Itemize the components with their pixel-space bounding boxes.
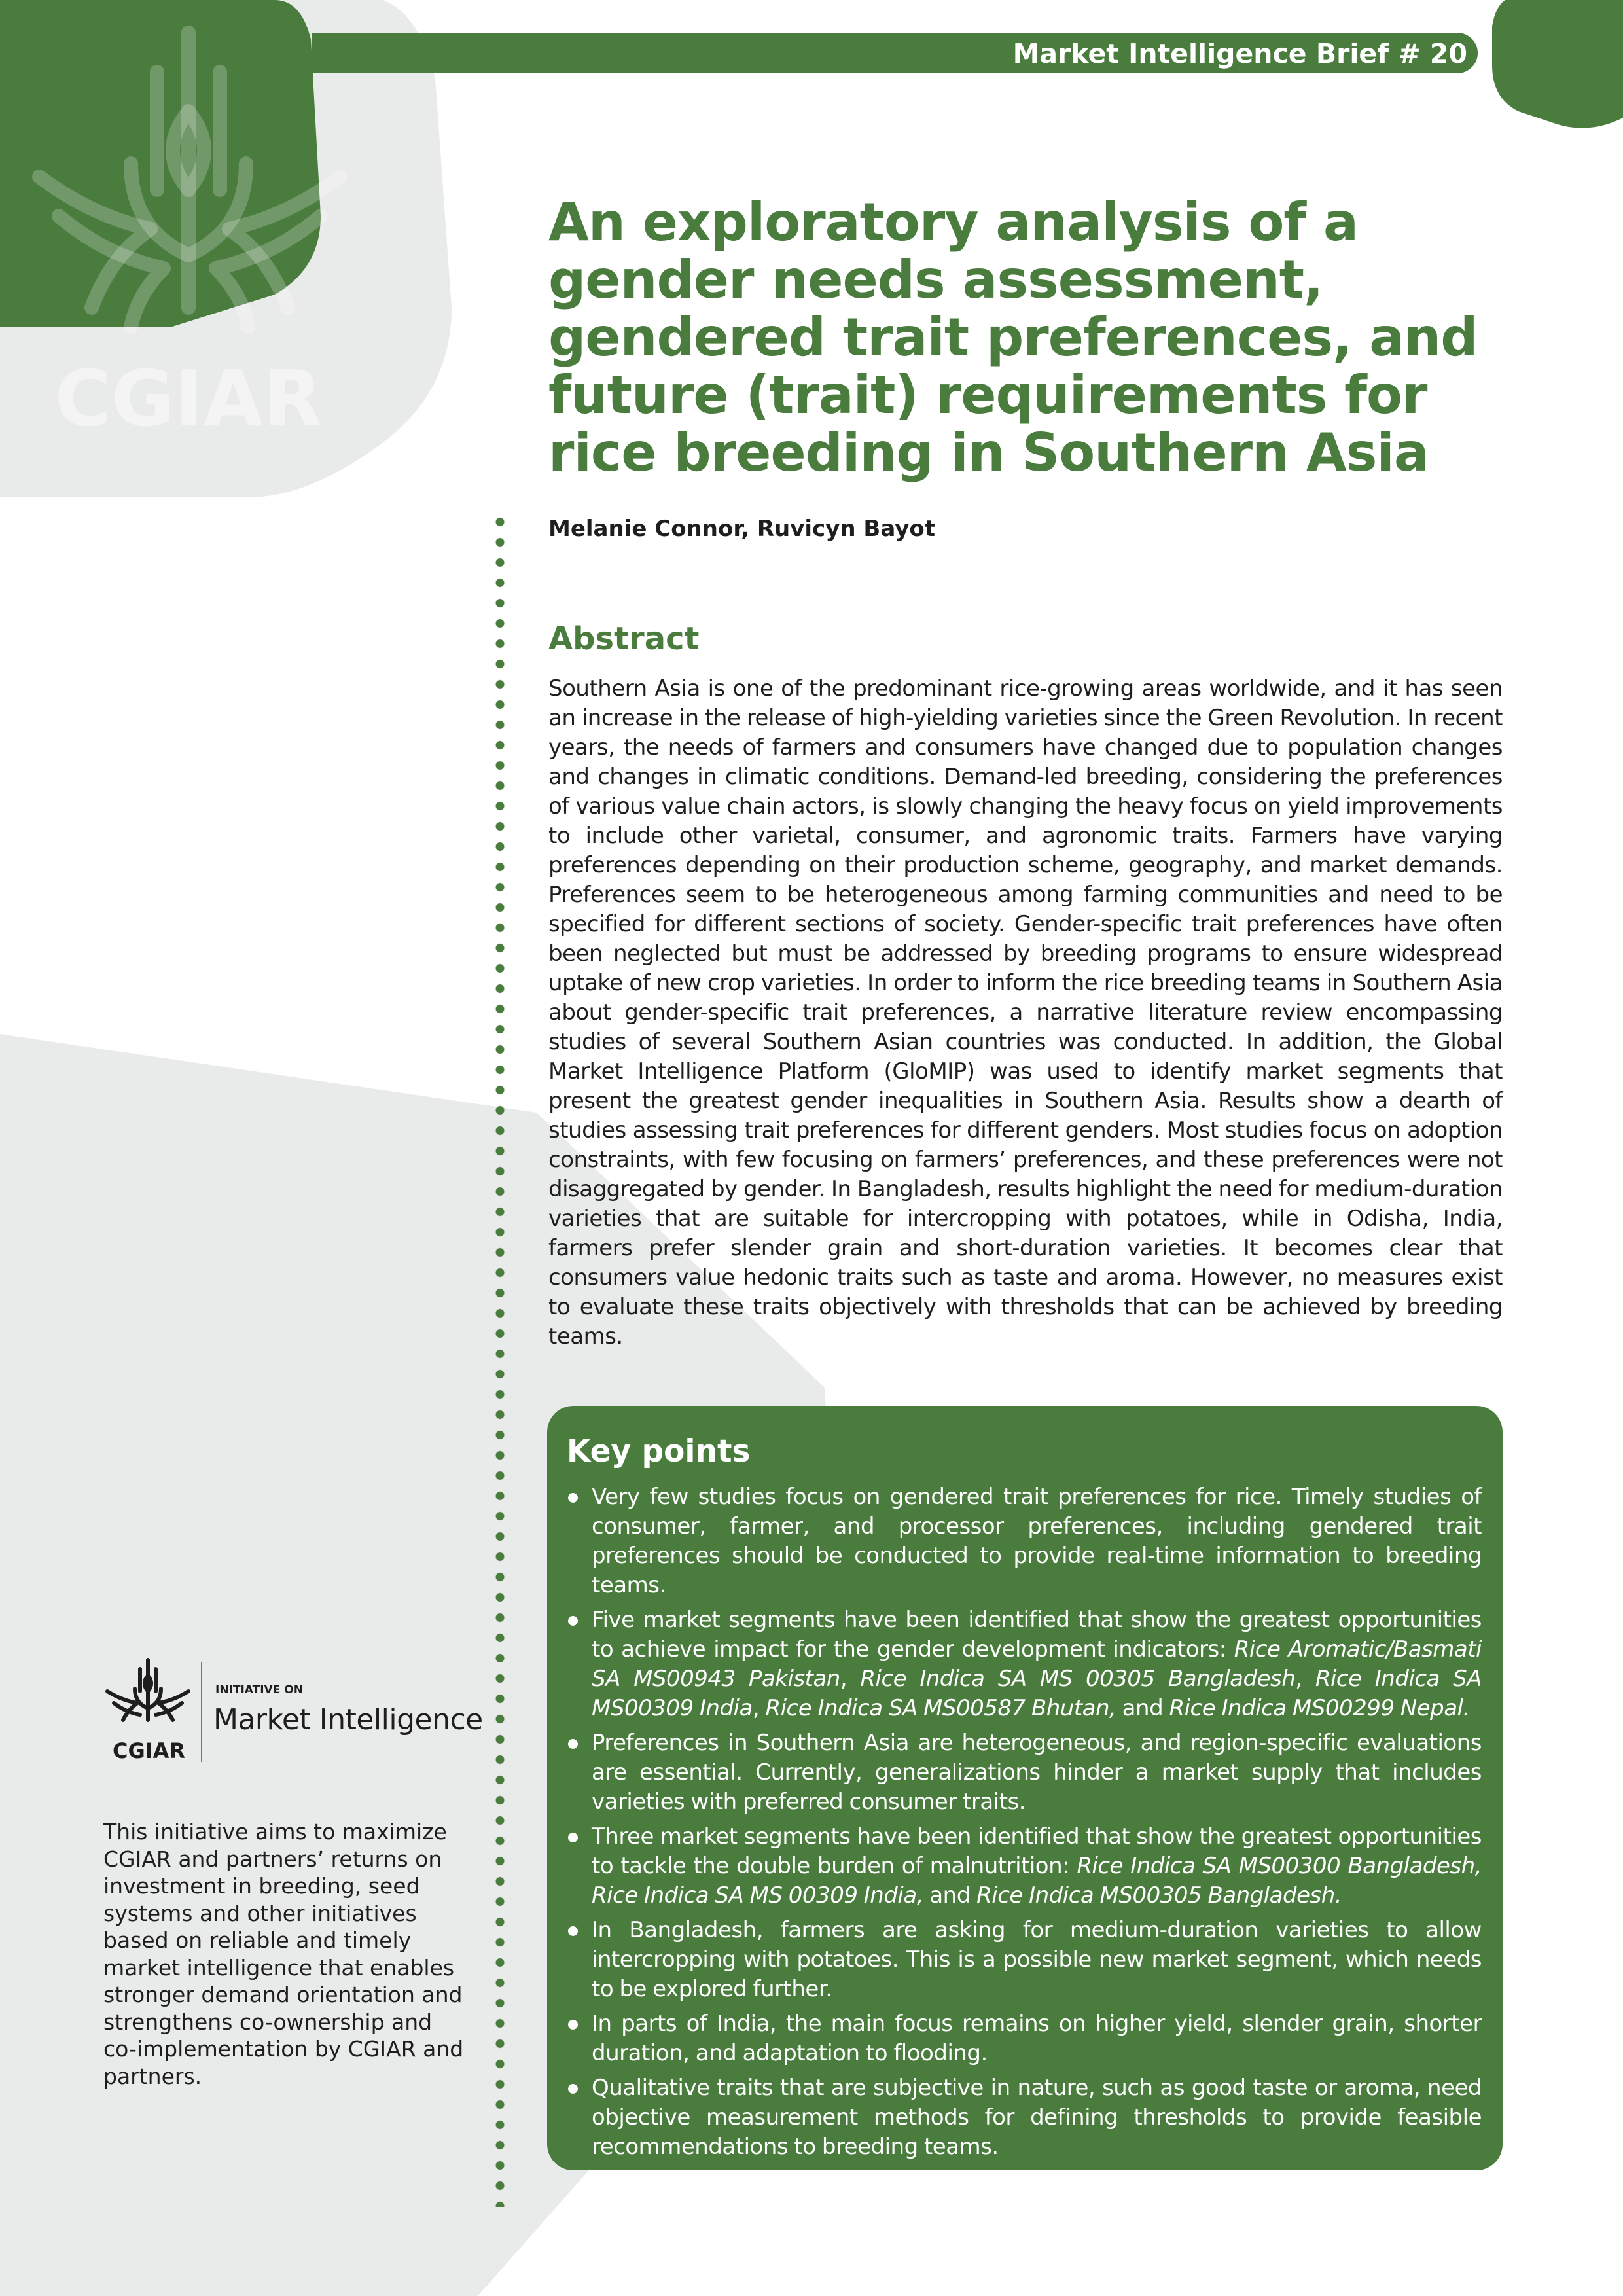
key-point-text: , <box>840 1666 861 1692</box>
key-point-text: Three market segments have been identified that show the greatest opportunities to tackle the double burden of malnutrition: <box>592 1823 1482 1879</box>
brief-number: Market Intelligence Brief # 20 <box>1012 38 1467 69</box>
document-title: An exploratory analysis of a gender needs assessment, gendered trait preferences, and future (trait) requirements for rice breeding in Southern Asia <box>548 192 1478 483</box>
abstract-text: Southern Asia is one of the predominant rice-growing areas worldwide, and it has seen an increase in the release of high-yielding varieties since the Green Revolution. In recent years, the needs of farmers and consumers have changed due to population changes and changes in climatic conditions. Demand-led breeding, considering the preferences of various value chain actors, is slowly changing the heavy focus on yield improvements to include other varietal, consumer, and agronomic traits. Farmers have varying preferences depending on their production scheme, geography, and market demands. Preferences seem to be heterogeneous among farming communities and need to be specified for different sections of society. Gender-specific trait preferences have often been neglected but must be addressed by breeding programs to ensure widespread uptake of new crop varieties. In order to inform the rice breeding teams in Southern Asia about gender-specific trait preferences, a narrative literature review encompassing studies of several Southern Asian countries was conducted. In addition, the Global Market Intelligence Platform (GloMIP) was used to identify market segments that present the greatest gender inequalities in Southern Asia. Results show a dearth of studies assessing trait preferences for different genders. Most studies focus on adoption constraints, with few focusing on farmers’ preferences, and these preferences were not disaggregated by gender. In Bangladesh, results highlight the need for medium-duration varieties that are suitable for intercropping with potatoes, while in Odisha, India, farmers prefer slender grain and short-duration varieties. It becomes clear that consumers value hedonic traits such as taste and aroma. However, no measures exist to evaluate these traits objectively with thresholds that can be achieved by breeding teams. <box>548 675 1503 1350</box>
key-point-text: In Bangladesh, farmers are asking for medium-duration varieties to allow intercropping with potatoes. This is a possible new market segment, which needs to be explored further. <box>592 1917 1482 2002</box>
key-point-text: In parts of India, the main focus remains on higher yield, slender grain, shorter duration, and adaptation to flooding. <box>592 2011 1482 2066</box>
key-point-item <box>567 2073 1482 2162</box>
key-point-text: Rice Indica SA MS00309 India <box>592 1666 1482 1721</box>
bullet-icon <box>568 2020 578 2030</box>
logo-text: CGIAR <box>113 1738 186 1763</box>
bullet-icon <box>568 2084 578 2094</box>
top-right-green-blob <box>1492 0 1623 128</box>
key-point-text: Preferences in Southern Asia are heterogeneous, and region-specific evaluations are essential. Currently, generalizations hinder a market supply that includes varieties with preferred consumer traits. <box>592 1730 1482 1815</box>
cgiar-emblem-watermark <box>13 20 380 439</box>
key-point-text: Very few studies focus on gendered trait preferences for rice. Timely studies of consumer, farmer, and processor preferences, including gendered trait preferences should be conducted to provide real-time information to breeding teams. <box>592 1484 1482 1598</box>
key-points-list <box>567 1482 1482 2162</box>
initiative-label: INITIATIVE ON <box>215 1683 303 1696</box>
key-point-text: , <box>1295 1666 1315 1692</box>
initiative-logo <box>102 1657 483 1772</box>
key-point-item <box>567 1605 1482 1723</box>
key-point-item <box>567 1729 1482 1817</box>
key-point-text: Rice Aromatic/Basmati SA MS00943 Pakistan <box>592 1636 1482 1692</box>
key-point-item <box>567 1482 1482 1600</box>
key-points-box <box>547 1406 1503 2170</box>
key-point-text: Five market segments have been identified that show the greatest opportunities to achieve impact for the gender development indicators: <box>592 1607 1482 1662</box>
key-point-text: Rice Indica SA MS 00305 Bangladesh <box>860 1666 1296 1692</box>
key-points-heading: Key points <box>567 1433 751 1469</box>
dotted-divider <box>495 512 505 2207</box>
key-point-text: Rice Indica SA MS00587 Bhutan, <box>765 1695 1116 1721</box>
bullet-icon <box>568 1833 578 1842</box>
key-point-text: and <box>1116 1695 1169 1721</box>
initiative-description: This initiative aims to maximize CGIAR and partners’ returns on investment in breeding, seed systems and other initiatives based on reliable and timely market intelligence that enables stronger demand orientation and strengthens co-ownership and co-implementation by CGIAR and partners. <box>103 1819 464 2089</box>
key-point-item <box>567 1916 1482 2004</box>
logo-divider <box>201 1662 202 1762</box>
key-point-text: Rice Indica SA MS00300 Bangladesh, Rice Indica SA MS 00309 India, <box>592 1853 1482 1909</box>
authors: Melanie Connor, Ruvicyn Bayot <box>548 516 935 542</box>
bullet-icon <box>568 1926 578 1936</box>
key-point-text: Rice Indica MS00305 Bangladesh. <box>976 1882 1342 1909</box>
key-point-text: Qualitative traits that are subjective in nature, such as good taste or aroma, need objective measurement methods for defining thresholds to provide feasible recommendations to breeding teams. <box>592 2075 1482 2160</box>
initiative-name: Market Intelligence <box>213 1703 483 1736</box>
key-point-item <box>567 2009 1482 2068</box>
cgiar-logo-icon <box>102 1657 194 1736</box>
key-point-text: and <box>923 1882 977 1909</box>
bullet-icon <box>568 1493 578 1503</box>
bullet-icon <box>568 1739 578 1749</box>
header-bar <box>312 33 1478 73</box>
abstract-heading: Abstract <box>548 620 700 657</box>
bullet-icon <box>568 1616 578 1626</box>
key-point-item <box>567 1822 1482 1910</box>
key-point-text: Rice Indica MS00299 Nepal. <box>1169 1695 1470 1721</box>
key-point-text: , <box>752 1695 766 1721</box>
watermark-text: CGIAR <box>54 353 323 439</box>
